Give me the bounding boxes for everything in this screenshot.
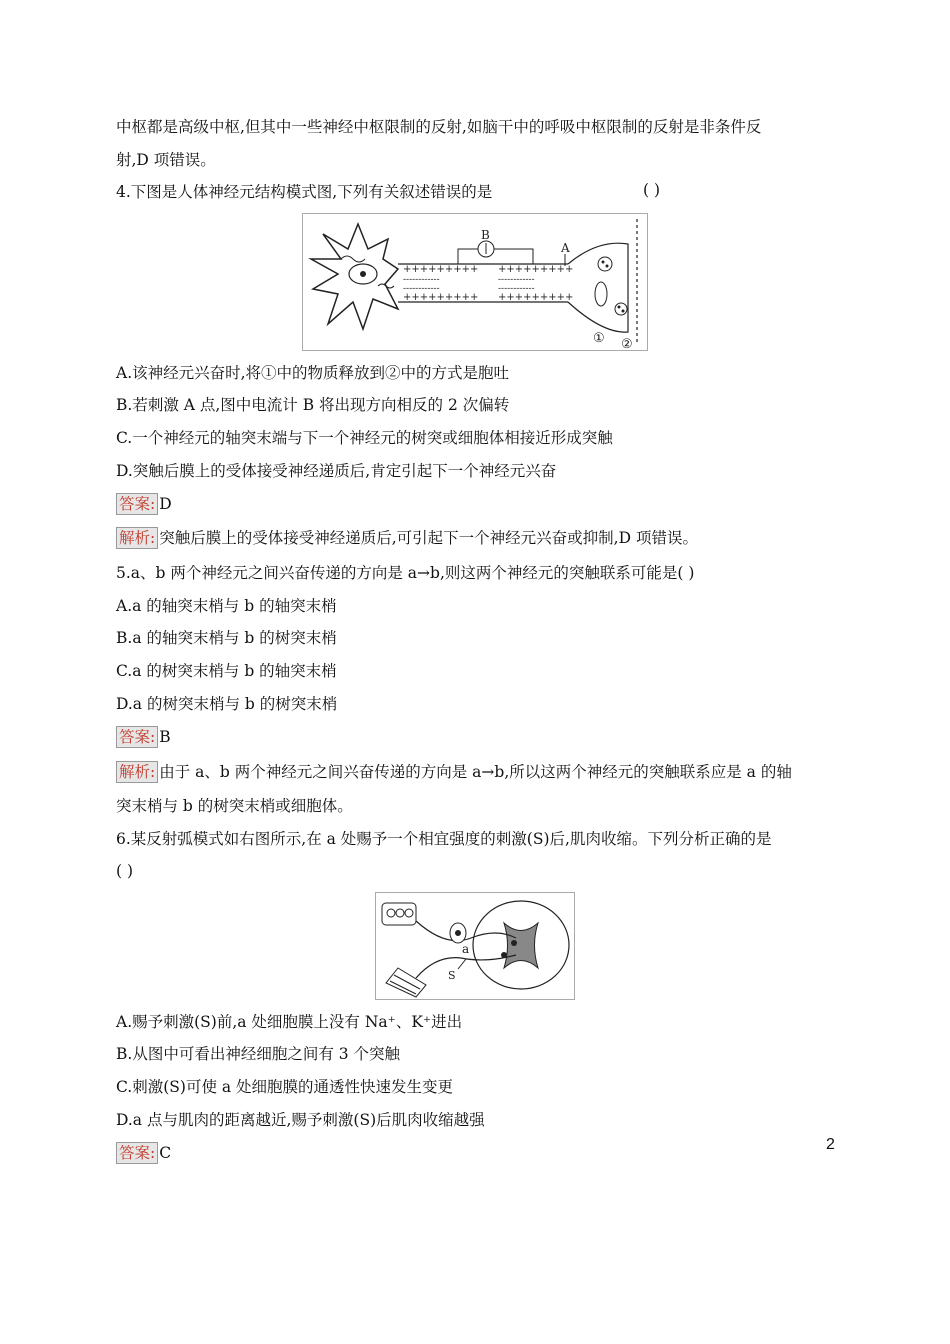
plus-charges-bottom-right: +++++++++ [498, 292, 574, 303]
answer-tag: 答案: [116, 1142, 158, 1164]
label-2: ② [621, 337, 633, 350]
q6-answer: C [159, 1144, 172, 1162]
answer-tag: 答案: [116, 493, 158, 515]
analysis-tag: 解析: [116, 527, 158, 549]
minus-charges-bottom-right: ------------ [498, 284, 535, 294]
answer-tag: 答案: [116, 726, 158, 748]
q6-answer-line [116, 1142, 171, 1164]
q4-option-b: B.若刺激 A 点,图中电流计 B 将出现方向相反的 2 次偏转 [116, 396, 510, 414]
q6-answer-paren: ( ) [116, 862, 134, 880]
q5-analysis-2: 突末梢与 b 的树突末梢或细胞体。 [116, 797, 353, 815]
q5-option-c: C.a 的树突末梢与 b 的轴突末梢 [116, 662, 337, 680]
q5-analysis-line [116, 761, 792, 783]
point-a-label: a [462, 942, 470, 956]
q6-option-b: B.从图中可看出神经细胞之间有 3 个突触 [116, 1045, 401, 1063]
q5-option-d: D.a 的树突末梢与 b 的树突末梢 [116, 695, 338, 713]
analysis-tag: 解析: [116, 761, 158, 783]
q4-option-a: A.该神经元兴奋时,将①中的物质释放到②中的方式是胞吐 [116, 364, 510, 382]
plus-charges-bottom-left: +++++++++ [403, 292, 479, 303]
q6-option-a: A.赐予刺激(S)前,a 处细胞膜上没有 Na⁺、K⁺进出 [116, 1013, 463, 1031]
q5-answer: B [159, 728, 171, 746]
intro-line-2: 射,D 项错误。 [116, 151, 216, 169]
galvanometer-b-label: B [481, 228, 490, 242]
q5-option-a: A.a 的轴突末梢与 b 的轴突末梢 [116, 597, 337, 615]
point-a-label: A [561, 241, 570, 255]
q4-analysis-line [116, 527, 698, 549]
reflex-arc-diagram [376, 893, 574, 999]
minus-charges-bottom-left: ------------ [403, 284, 440, 294]
minus-charges-top-left: ------------ [403, 275, 440, 285]
q4-stem: 4.下图是人体神经元结构模式图,下列有关叙述错误的是 [116, 183, 493, 201]
q4-answer-paren: ( ) [643, 181, 661, 199]
page-number: 2 [826, 1136, 835, 1153]
q5-answer-line [116, 726, 171, 748]
q4-option-d: D.突触后膜上的受体接受神经递质后,肯定引起下一个神经元兴奋 [116, 462, 557, 480]
stimulus-s-label: S [448, 969, 456, 982]
q4-answer-line [116, 493, 172, 515]
q5-analysis-1: 由于 a、b 两个神经元之间兴奋传递的方向是 a→b,所以这两个神经元的突触联系应是 a 的轴 [159, 763, 792, 781]
q6-stem: 6.某反射弧模式如右图所示,在 a 处赐予一个相宜强度的刺激(S)后,肌肉收缩。下列分析正确的是 [116, 830, 772, 848]
reflex-arc-figure [375, 892, 575, 1000]
plus-charges-top-right: +++++++++ [498, 264, 574, 275]
intro-line-1: 中枢都是高级中枢,但其中一些神经中枢限制的反射,如脑干中的呼吸中枢限制的反射是非条件反 [116, 118, 762, 136]
label-1: ① [593, 331, 605, 346]
q5-option-b: B.a 的轴突末梢与 b 的树突末梢 [116, 629, 337, 647]
q4-option-c: C.一个神经元的轴突末端与下一个神经元的树突或细胞体相接近形成突触 [116, 429, 613, 447]
q4-analysis: 突触后膜上的受体接受神经递质后,可引起下一个神经元兴奋或抑制,D 项错误。 [159, 529, 698, 547]
q6-option-c: C.刺激(S)可使 a 处细胞膜的通透性快速发生变更 [116, 1078, 454, 1096]
plus-charges-top-left: +++++++++ [403, 264, 479, 275]
neuron-structure-figure [302, 213, 648, 351]
minus-charges-top-right: ------------ [498, 275, 535, 285]
neuron-diagram [303, 214, 647, 350]
q5-stem: 5.a、b 两个神经元之间兴奋传递的方向是 a→b,则这两个神经元的突触联系可能是( ) [116, 564, 695, 582]
q4-answer: D [159, 495, 172, 513]
q6-option-d: D.a 点与肌肉的距离越近,赐予刺激(S)后肌肉收缩越强 [116, 1111, 485, 1129]
